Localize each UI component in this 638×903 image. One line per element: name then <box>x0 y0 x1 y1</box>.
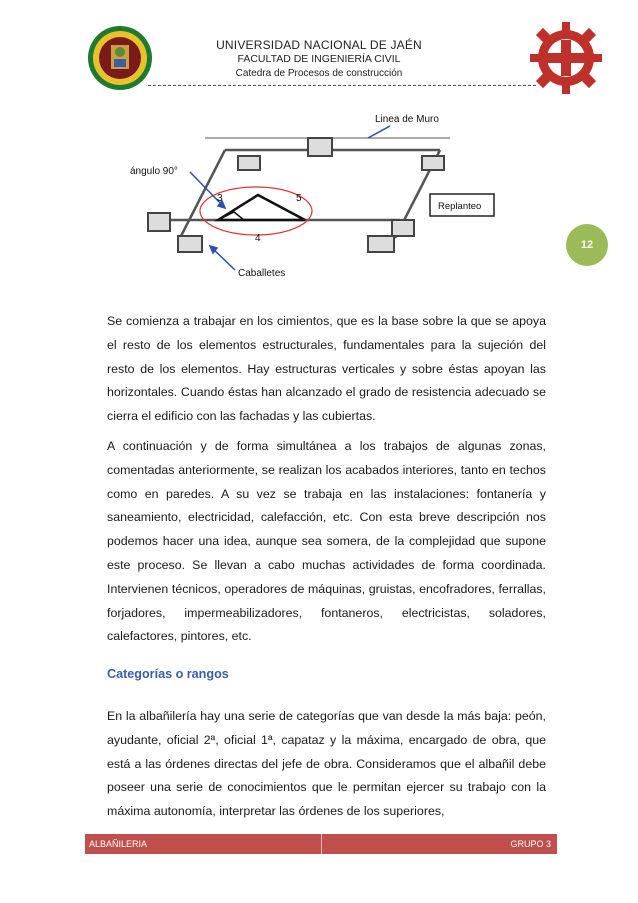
paragraph-categories: En la albañilería hay una serie de categorías que van desde la más baja: peón, ayudante, oficial 2ª, oficial 1ª, capataz y la máxima, encargado de obra, que está a las órdenes directas del jefe de obra. Consideramos que el albañil debe poseer una serie de conocimientos que le permitan ejercer su trabajo con la máxima autonomía, interpretar las órdenes de los superiores, <box>107 709 546 819</box>
paragraph-foundations: Se comienza a trabajar en los cimientos, que es la base sobre la que se apoya el resto de los elementos estructurales, fundamentales para la sujeción del resto de los elementos. Hay estructuras verticales y sobre éstas apoyan las horizontales. Cuando éstas han alcanzado el grado de resistencia adecuado se cierra el edificio con las fachadas y las cubiertas. <box>107 314 546 424</box>
header-university: UNIVERSIDAD NACIONAL DE JAÉN <box>216 38 422 52</box>
section-heading-categories: Categorías o rangos <box>107 667 229 681</box>
label-5: 5 <box>296 193 302 204</box>
footer-divider <box>321 834 322 854</box>
page-number-badge: 12 <box>566 224 608 266</box>
label-4: 4 <box>255 233 261 244</box>
page-footer <box>85 834 557 854</box>
staking-layout-diagram <box>110 108 510 283</box>
paragraph-finishes: A continuación y de forma simultánea a los trabajos de algunas zonas, comentadas anteriormente, se realizan los acabados interiores, tanto en techos como en paredes. A su vez se trabaja en las instalaciones: fontanería y saneamiento, electricidad, calefacción, etc. Con esta breve descripción nos podemos hacer una idea, aunque sea somera, de la complejidad que supone este proceso. Se llevan a cabo muchas actividades de forma coordinada. Intervienen técnicos, operadores de máquinas, gruistas, encofradores, ferrallas, forjadores, impermeabilizadores, fontaneros, electricistas, soladores, calefactores, pintores, etc. <box>107 439 546 644</box>
header-chair: Catedra de Procesos de construcción <box>235 68 403 79</box>
label-3: 3 <box>217 193 223 204</box>
engineering-gear-logo <box>528 20 604 96</box>
header-divider <box>148 85 536 86</box>
label-wall-line: Linea de Muro <box>375 114 439 125</box>
header-faculty: FACULTAD DE INGENIERÍA CIVIL <box>237 53 401 65</box>
footer-right-label: GRUPO 3 <box>510 839 551 849</box>
footer-left-label: ALBAÑILERIA <box>89 839 148 849</box>
university-seal-logo <box>87 25 153 91</box>
label-angle: ángulo 90° <box>130 166 178 177</box>
label-caballetes: Caballetes <box>238 268 286 279</box>
label-replanteo: Replanteo <box>438 201 482 212</box>
